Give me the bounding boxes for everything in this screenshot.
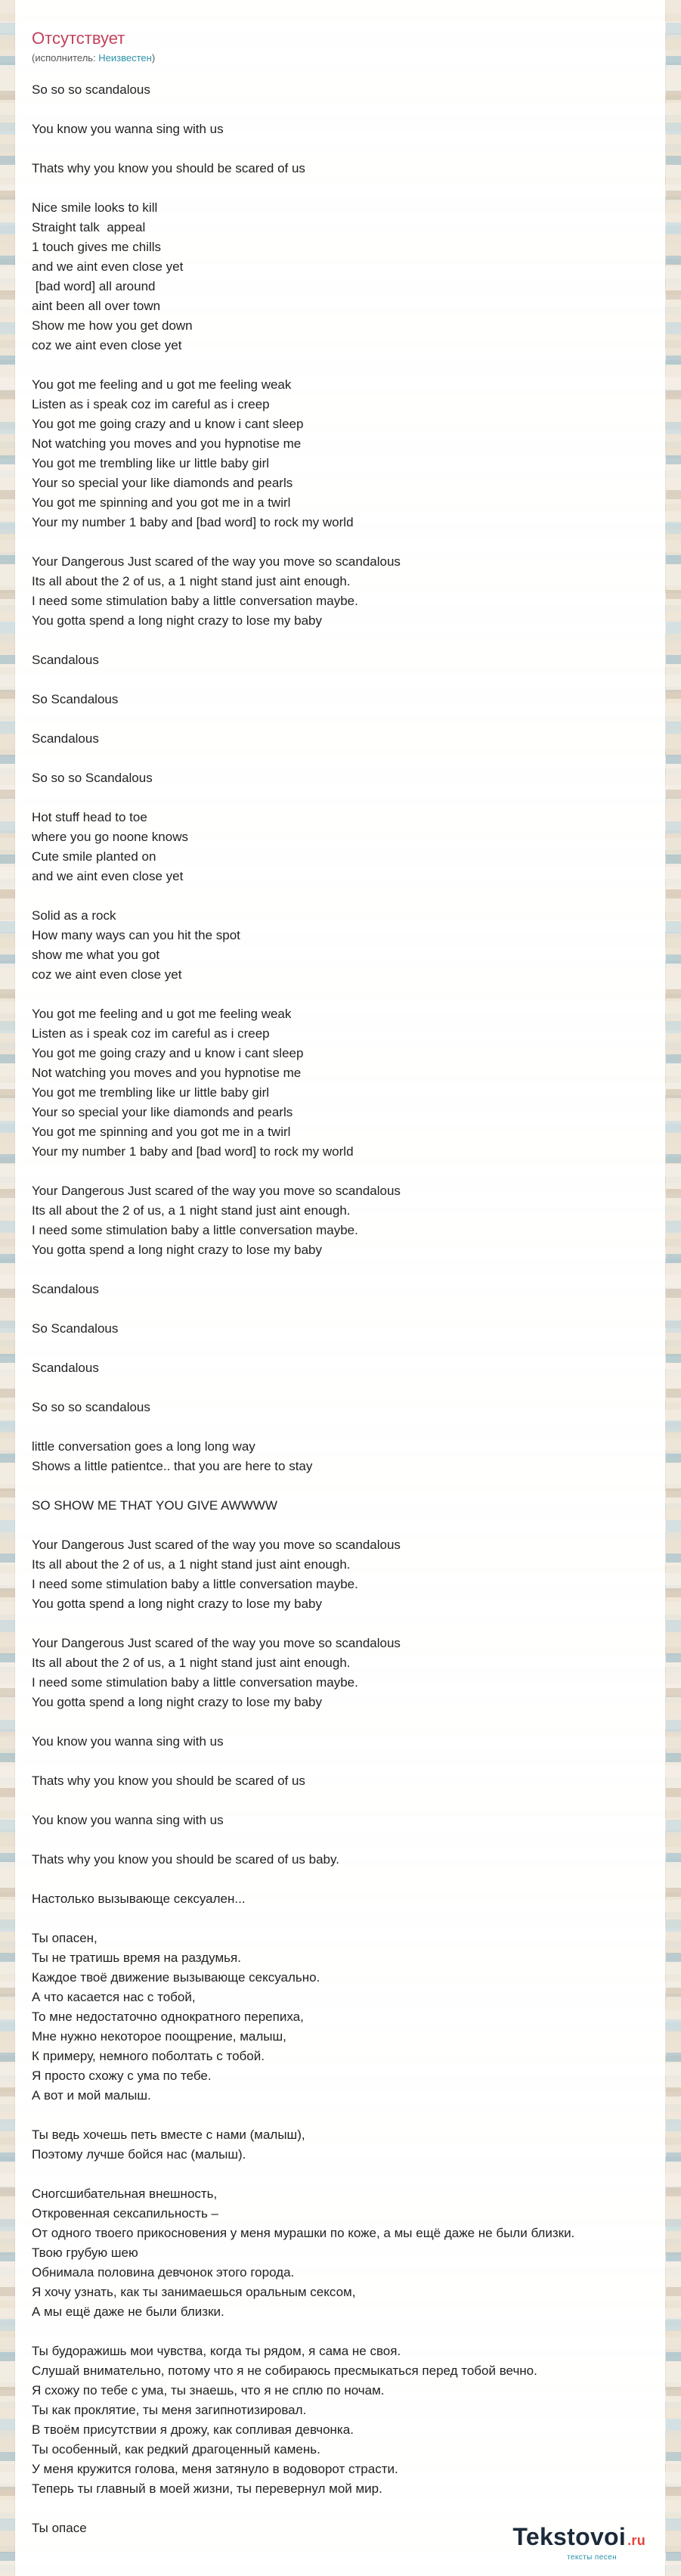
lyrics-page [15, 0, 665, 2576]
artist-prefix: (исполнитель: [32, 52, 99, 64]
artist-line [32, 51, 648, 65]
artist-suffix: ) [151, 52, 156, 64]
right-stripe-border [666, 0, 681, 2576]
song-title: Отсутствует [32, 29, 125, 48]
logo-subtitle: тексты песен [567, 2553, 617, 2562]
left-stripe-border [0, 0, 15, 2576]
logo-text [512, 2524, 645, 2553]
lyrics-text: So so so scandalous You know you wanna sing with us Thats why you know you should be scared of us Nice smile looks to kill Straight talk appeal 1 touch gives me chills and we aint even close yet [bad word] all around aint been all over town Show me how you get down coz we aint even close yet You got me feeling and u got me feeling weak Listen as i speak coz im careful as i creep You got me going crazy and u know i cant sleep Not watching you moves and you hypnotise me You got me trembling like ur little baby girl Your so special your like diamonds and pearls You got me spinning and you got me in a twirl Your my number 1 baby and [bad word] to rock my world Your Dangerous Just scared of the way you move so scandalous Its all about the 2 of us, a 1 night stand just aint enough. I need some stimulation baby a little conversation maybe. You gotta spend a long night crazy to lose my baby Scandalous So Scandalous Scandalous So so so Scandalous Hot stuff head to toe where you go noone knows Cute smile planted on and we aint even close yet Solid as a rock How many ways can you hit the spot show me what you got coz we aint even close yet You got me feeling and u got me feeling weak Listen as i speak coz im careful as i creep You got me going crazy and u know i cant sleep Not watching you moves and you hypnotise me You got me trembling like ur little baby girl Your so special your like diamonds and pearls You got me spinning and you got me in a twirl Your my number 1 baby and [bad word] to rock my world Your Dangerous Just scared of the way you move so scandalous Its all about the 2 of us, a 1 night stand just aint enough. I need some stimulation baby a little conversation maybe. You gotta spend a long night crazy to lose my baby Scandalous So Scandalous Scandalous So so so scandalous little conversation goes a long long way Shows a little patientce.. that you are here to stay SO SHOW ME THAT YOU GIVE AWWWW Your Dangerous Just scared of the way you move so scandalous Its all about the 2 of us, a 1 night stand just aint enough. I need some stimulation baby a little conversation maybe. You gotta spend a long night crazy to lose my baby Your Dangerous Just scared of the way you move so scandalous Its all about the 2 of us, a 1 night stand just aint enough. I need some stimulation baby a little conversation maybe. You gotta spend a long night crazy to lose my baby You know you wanna sing with us Thats why you know you should be scared of us You know you wanna sing with us Thats why you know you should be scared of us baby. Настолько вызывающе сексуален... Ты опасен, Ты не тратишь время на раздумья. Каждое твоё движение вызывающе сексуально. А что касается нас с тобой, То мне недостаточно однократного перепиха, Мне нужно некоторое поощрение, малыш, К примеру, немного поболтать с тобой. Я просто схожу с ума по тебе. А вот и мой малыш. Ты ведь хочешь петь вместе с нами (малыш), Поэтому лучше бойся нас (малыш). Сногсшибательная внешность, Откровенная сексапильность – От одного твоего прикосновения у меня мурашки по коже, а мы ещё даже не были близки. Твою грубую шею Обнимала половина девчонок этого города. Я хочу узнать, как ты занимаешься оральным сексом, А мы ещё даже не были близки. Ты будоражишь мои чувства, когда ты рядом, я сама не своя. Слушай внимательно, потому что я не собираюсь пресмыкаться перед тобой вечно. Я схожу по тебе с ума, ты знаешь, что я не сплю по ночам. Ты как проклятие, ты меня загипнотизировал. В твоём присутствии я дрожу, как сопливая девчонка. Ты особенный, как редкий драгоценный камень. У меня кружится голова, меня затянуло в водоворот страсти. Теперь ты главный в моей жизни, ты перевернул мой мир. Ты опасе [32, 82, 575, 2535]
logo-name: Tekstovoi [512, 2523, 627, 2550]
lyrics-container [15, 0, 665, 2538]
artist-link[interactable]: Неизвестен [98, 52, 152, 64]
logo-tld: .ru [627, 2533, 645, 2548]
site-logo[interactable] [512, 2524, 645, 2562]
